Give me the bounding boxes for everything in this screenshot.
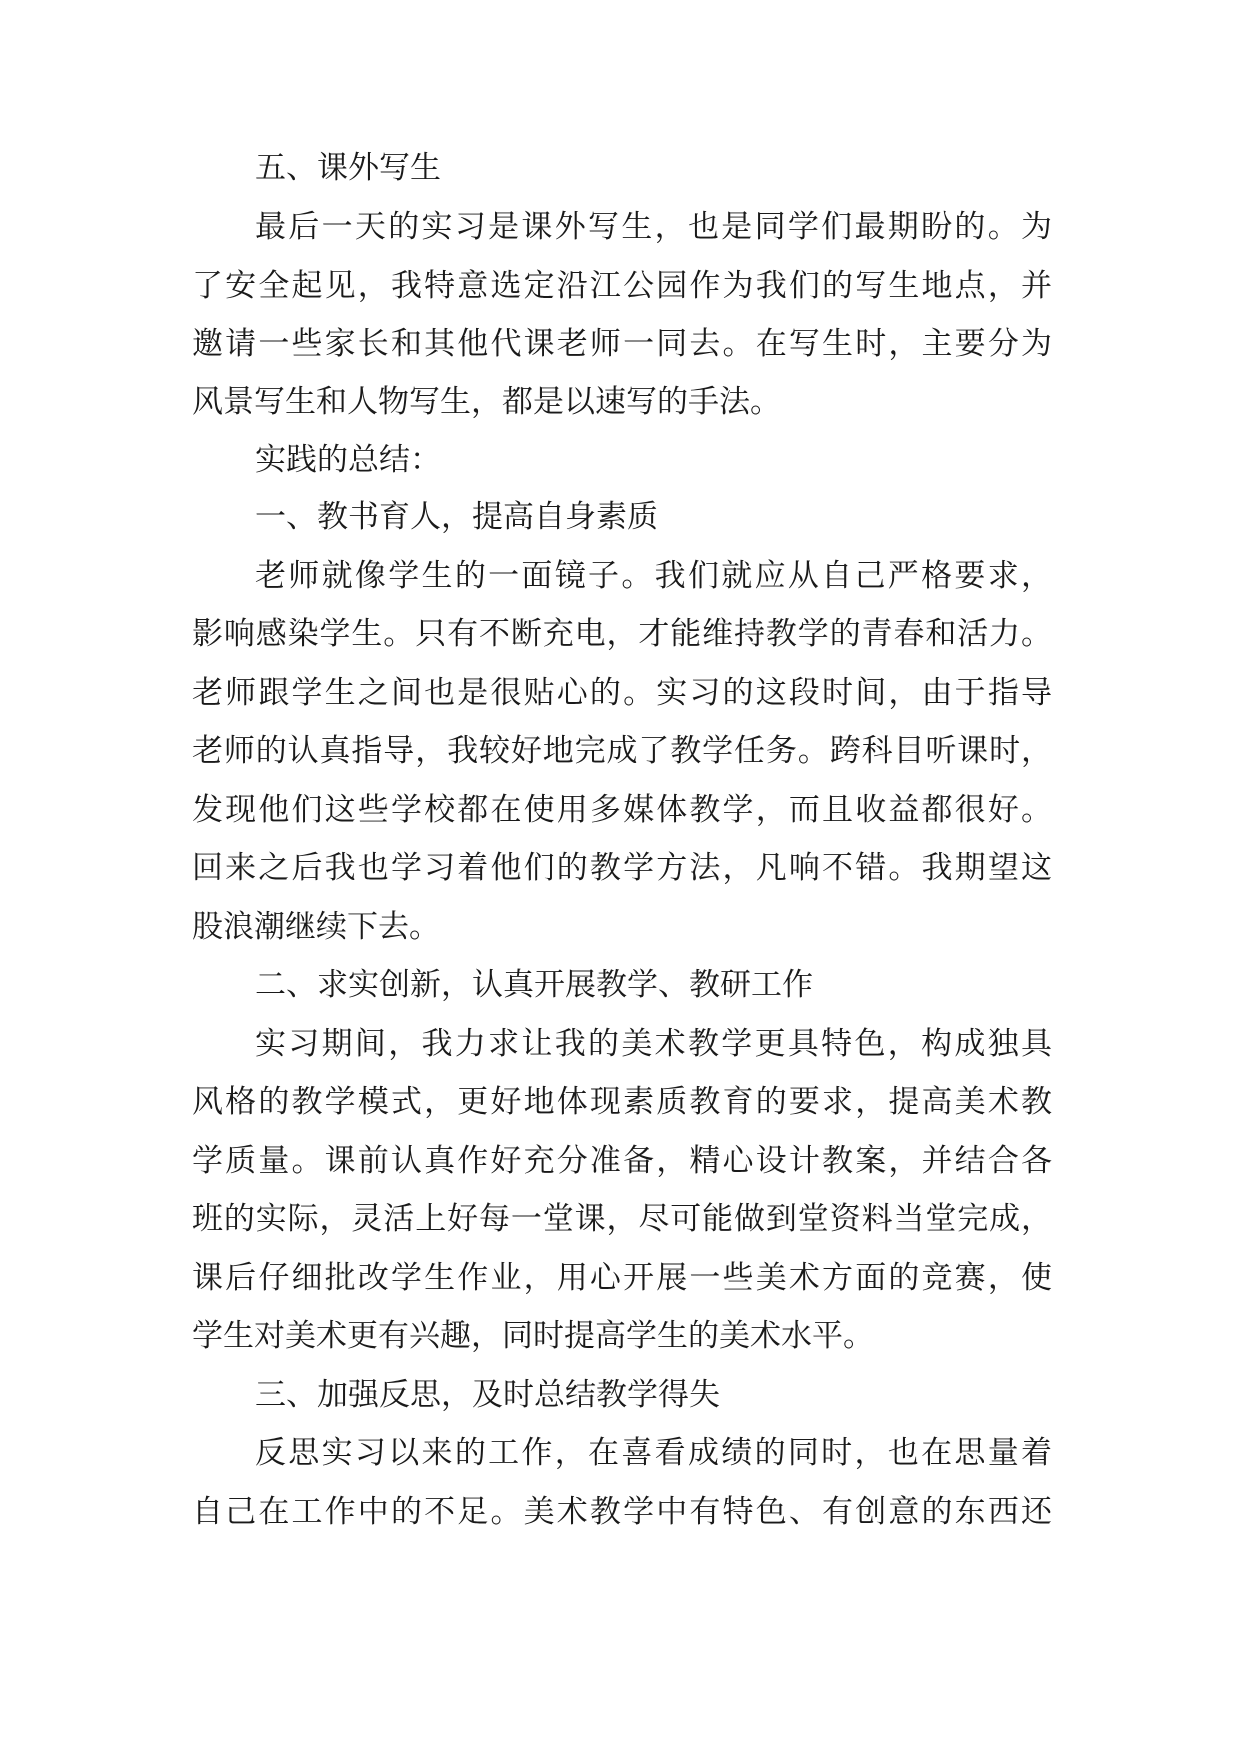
text-line: 课后仔细批改学生作业，用心开展一些美术方面的竞赛，使 <box>192 1260 1052 1296</box>
text-line: 实践的总结： <box>255 442 441 478</box>
text-line: 最后一天的实习是课外写生，也是同学们最期盼的。为 <box>255 209 1052 245</box>
text-line: 五、课外写生 <box>255 150 441 186</box>
text-line: 发现他们这些学校都在使用多媒体教学，而且收益都很好。 <box>192 792 1052 828</box>
text-line: 股浪潮继续下去。 <box>192 909 440 945</box>
text-line: 老师的认真指导，我较好地完成了教学任务。跨科目听课时， <box>192 733 1052 769</box>
text-line: 老师就像学生的一面镜子。我们就应从自己严格要求， <box>255 558 1052 594</box>
text-line: 邀请一些家长和其他代课老师一同去。在写生时，主要分为 <box>192 326 1052 362</box>
text-line: 自己在工作中的不足。美术教学中有特色、有创意的东西还 <box>192 1494 1052 1530</box>
text-line: 实习期间，我力求让我的美术教学更具特色，构成独具 <box>255 1026 1052 1062</box>
text-line: 风景写生和人物写生，都是以速写的手法。 <box>192 384 781 420</box>
text-line: 回来之后我也学习着他们的教学方法，凡响不错。我期望这 <box>192 850 1052 886</box>
text-line: 学质量。课前认真作好充分准备，精心设计教案，并结合各 <box>192 1143 1052 1179</box>
text-line: 反思实习以来的工作，在喜看成绩的同时，也在思量着 <box>255 1435 1052 1471</box>
text-line: 一、教书育人，提高自身素质 <box>255 499 658 535</box>
text-line: 班的实际，灵活上好每一堂课，尽可能做到堂资料当堂完成， <box>192 1201 1052 1237</box>
text-line: 二、求实创新，认真开展教学、教研工作 <box>255 967 813 1003</box>
text-line: 影响感染学生。只有不断充电，才能维持教学的青春和活力。 <box>192 616 1052 652</box>
text-line: 了安全起见，我特意选定沿江公园作为我们的写生地点，并 <box>192 268 1052 304</box>
text-line: 三、加强反思，及时总结教学得失 <box>255 1377 720 1413</box>
text-line: 学生对美术更有兴趣，同时提高学生的美术水平。 <box>192 1318 874 1354</box>
text-line: 风格的教学模式，更好地体现素质教育的要求，提高美术教 <box>192 1084 1052 1120</box>
text-line: 老师跟学生之间也是很贴心的。实习的这段时间，由于指导 <box>192 675 1052 711</box>
